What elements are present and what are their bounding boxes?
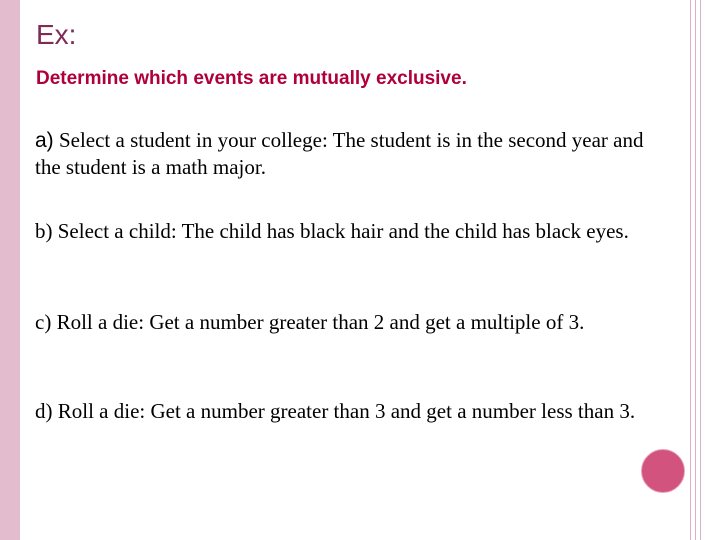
item-letter: c) [35, 310, 52, 334]
left-decorative-bar [0, 0, 20, 540]
list-item-a [35, 127, 655, 181]
list-item-b [35, 218, 655, 245]
item-text: Select a student in your college: The student is in the second year and the student is a math major. [35, 128, 644, 179]
list-item-d [35, 398, 655, 425]
item-text: Roll a die: Get a number greater than 3 and get a number less than 3. [57, 399, 636, 423]
list-item-c [35, 309, 655, 336]
item-text: Roll a die: Get a number greater than 2 and get a multiple of 3. [56, 310, 585, 334]
right-rule-line-1 [690, 0, 691, 540]
right-rule-line-2 [695, 0, 696, 540]
right-rule-line-3 [700, 0, 701, 540]
item-text: Select a child: The child has black hair and the child has black eyes. [57, 219, 629, 243]
item-letter: a) [35, 129, 54, 152]
item-letter: d) [35, 399, 53, 423]
slide-subtitle: Determine which events are mutually exclusive. [36, 68, 467, 89]
slide-title: Ex: [36, 19, 77, 50]
item-letter: b) [35, 219, 53, 243]
decorative-circle [641, 449, 685, 493]
